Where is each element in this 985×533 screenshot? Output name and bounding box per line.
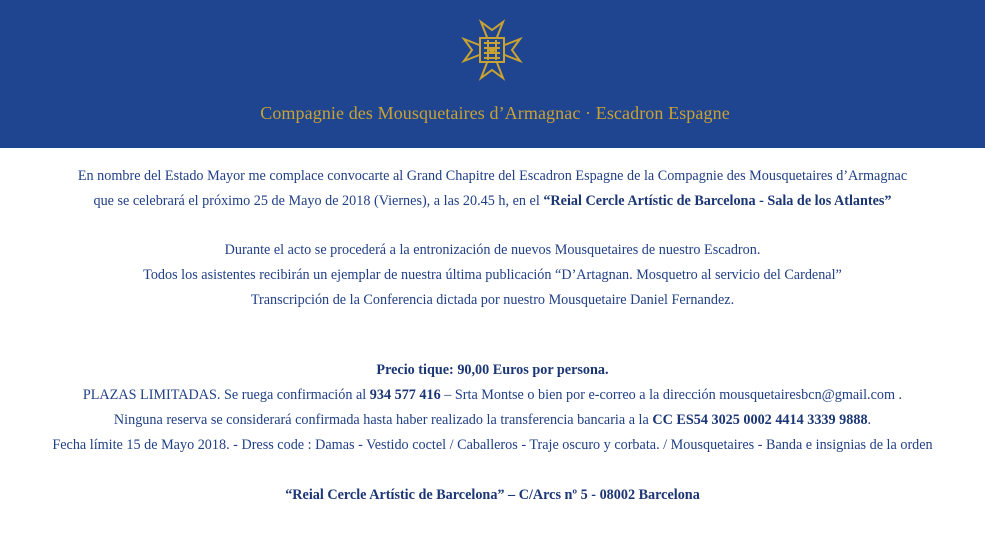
seats-text: PLAZAS LIMITADAS. Se ruega confirmación al xyxy=(82,387,370,403)
intro-line-1: En nombre del Estado Mayor me complace convocarte al Grand Chapitre del Escadron Espagne de la Compagnie des Mousquetaires d’Armagnac xyxy=(77,168,908,184)
bank-account: CC ES54 3025 0002 4414 3339 9888 xyxy=(652,412,868,428)
email-text: – Srta Montse o bien por e-correo a la dirección mousquetairesbcn@gmail.com . xyxy=(440,387,903,403)
phone-number: 934 577 416 xyxy=(369,387,441,403)
program-line-2: Todos los asistentes recibirán un ejemplar de nuestra última publicación “D’Artagnan. Mosquetro al servicio del Cardenal” xyxy=(143,267,842,283)
venue-name: “Reial Cercle Artístic de Barcelona - Sala de los Atlantes” xyxy=(543,193,892,209)
address-line: “Reial Cercle Artístic de Barcelona” – C/Arcs nº 5 - 08002 Barcelona xyxy=(285,487,700,503)
price-line: Precio tique: 90,00 Euros por persona. xyxy=(376,362,609,378)
reservation-text: Ninguna reserva se considerará confirmada hasta haber realizado la transferencia bancaria a la xyxy=(113,412,653,428)
intro-line-2-text: que se celebrará el próximo 25 de Mayo de 2018 (Viernes), a las 20.45 h, en el xyxy=(93,193,544,209)
reservation-end: . xyxy=(867,412,872,428)
reservation-line xyxy=(0,411,985,429)
header-banner xyxy=(0,0,985,148)
program-line-1: Durante el acto se procederá a la entronización de nuevos Mousquetaires de nuestro Escadron. xyxy=(224,242,761,258)
deadline-line: Fecha límite 15 de Mayo 2018. - Dress code : Damas - Vestido coctel / Caballeros - Traje oscuro y corbata. / Mousquetaires - Banda e insignias de la orden xyxy=(52,437,933,453)
maltese-cross-crest-icon xyxy=(459,16,525,84)
page-title: Compagnie des Mousquetaires d’Armagnac · Escadron Espagne xyxy=(260,103,730,123)
program-line-3: Transcripción de la Conferencia dictada por nuestro Mousquetaire Daniel Fernandez. xyxy=(250,292,735,308)
seats-line xyxy=(0,386,985,404)
intro-line-2 xyxy=(0,192,985,210)
